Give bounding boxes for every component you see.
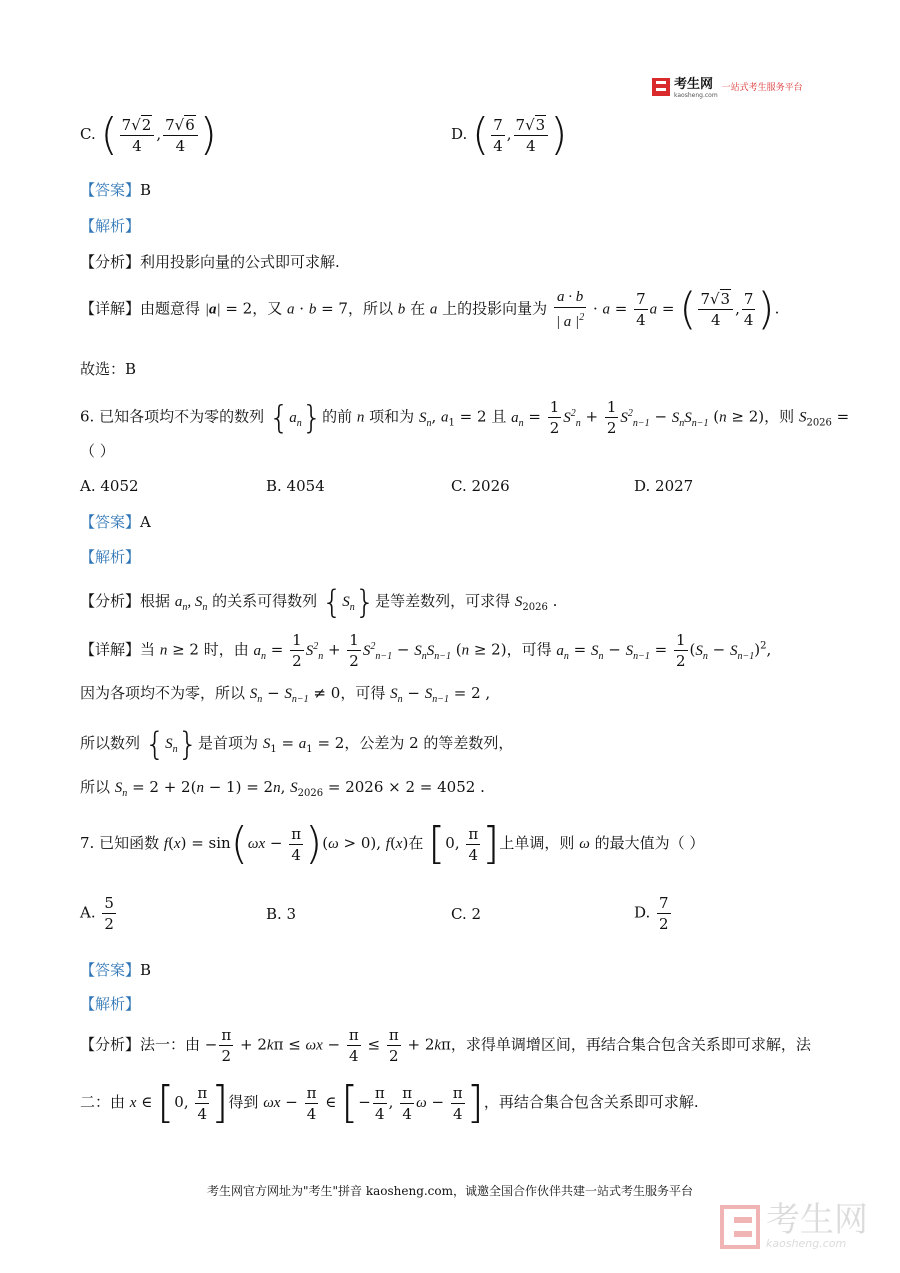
stem-text: 在 <box>408 834 424 852</box>
kaosheng-watermark-icon <box>720 1205 760 1249</box>
q6-detail: 【详解】当 n ≥ 2 时，由 $a_n$ = $\frac{1}{2}$ $S^2_n$ + $\frac{1}{2}$ $S^2_{n-1} - S_nS_{n-1}$ (n ≥ 2)，可得 $a_n = S_n - S_{n-1}$ = $\frac{1}{2}$ $(S_n - S_{n-1})^2$, <box>80 631 772 670</box>
detail-text: 当 <box>140 640 156 659</box>
q6-stem: 6. 已知各项均不为零的数列 $\{a_n\}$的前 n 项和为 $S_n$, $a_1 = 2$ 且 $a_n$ = $\frac{1}{2}$ $S^2_n$ + $\frac{1}{2}$ $S^2_{n-1} - S_nS_{n-1}$ (n ≥ 2)，则 $S_{2026}$ = <box>80 398 850 437</box>
detail-text: ，所以 <box>347 299 393 318</box>
q5-answer <box>80 179 151 200</box>
q6-fenxi: 【分析】根据 $a_n$, $S_n$ 的关系可得数列 $\{S_n\}$是等差数列，可求得 $S_{2026}$ . <box>80 583 558 621</box>
q6-option-b: B. 4054 <box>266 477 325 495</box>
q5-detail: 【详解】由题意得 |a| = 2，又 a · b = 7，所以 b 在 a 上的投影向量为 $\frac{a \cdot b}{| a |^2}$ · a = $\frac{7}{4}$ a = ( $\frac{7√3}{4}$ , $\frac{7}{4}$ ). <box>80 283 780 335</box>
q7-analysis-tag: 【解析】 <box>80 995 141 1013</box>
q7-answer <box>80 959 151 980</box>
fenxi-tag: 【分析】 <box>80 1035 141 1054</box>
fenxi-text: 二：由 <box>80 1093 126 1111</box>
header-logo[interactable] <box>652 74 803 99</box>
fenxi-text: 法一：由 <box>140 1035 201 1054</box>
detail-text: 由题意得 <box>140 299 201 318</box>
q6-option-a: A. 4052 <box>80 477 139 495</box>
stem-text: 的前 <box>322 407 353 426</box>
q7-fenxi-2: 二：由 x ∈ [0, $\frac{\pi}{4}$ ]得到 ωx − $\frac{\pi}{4}$ ∈ [− $\frac{\pi}{4}$ , $\frac{\pi}{4}$ ω − $\frac{\pi}{4}$ ]，再结合集合包含关系即可求解. <box>80 1077 699 1128</box>
detail-text: 所以 <box>80 778 111 796</box>
q6-analysis-tag: 【解析】 <box>80 548 141 566</box>
detail-text: ，可得 <box>340 684 386 702</box>
detail-text: 所以数列 <box>80 734 141 752</box>
detail-text: ，可得 <box>506 640 552 659</box>
fenxi-text: ，求得单调增区间，再结合集合包含关系即可求解，法 <box>450 1035 811 1054</box>
detail-text: 是首项为 <box>198 734 259 752</box>
stem-text: 项和为 <box>369 407 415 426</box>
q6-option-d: D. 2027 <box>634 477 694 495</box>
logo-name: 考生网 <box>674 77 714 92</box>
q7-option-c: C. 2 <box>451 905 482 923</box>
stem-text: 上单调，则 <box>499 834 575 852</box>
option-d-label: D. <box>451 125 468 143</box>
q6-line2: 因为各项均不为零，所以 $S_n - S_{n-1} \ne 0$，可得 $S_n - S_{n-1} = 2$ , <box>80 684 491 705</box>
q7-option-a: A. $\frac{5}{2}$ <box>80 894 114 933</box>
logo-domain: kaosheng.com <box>674 92 718 99</box>
watermark-logo <box>720 1200 868 1250</box>
answer-value: B <box>140 961 152 979</box>
q7-option-d: D. $\frac{7}{2}$ <box>634 894 669 933</box>
stem-text: 7. 已知函数 <box>80 834 160 852</box>
detail-text: 上的投影向量为 <box>442 299 548 318</box>
page-footer: 考生网官方网址为"考生"拼音 kaosheng.com，诚邀全国合作伙伴共建一站式考生服务平台 <box>206 1184 694 1198</box>
q5-option-d: D. ( $\frac{7}{4}$ , $\frac{7√3}{4}$ ) <box>451 109 568 160</box>
fenxi-tag: 【分析】 <box>80 253 141 271</box>
q7-stem: 7. 已知函数 f(x) = sin(ωx − $\frac{\pi}{4}$ )(ω > 0), f(x)在 [0, $\frac{\pi}{4}$ ]上单调，则 ω 的最大值为（ ） <box>80 818 705 869</box>
q5-analysis-tag: 【解析】 <box>80 217 141 235</box>
q5-option-c: C. ( $\frac{7√2}{4}$ , $\frac{7√6}{4}$ ) <box>80 109 217 160</box>
fenxi-text: 得到 <box>228 1093 259 1111</box>
detail-text: 时，由 <box>203 640 249 659</box>
q6-option-c: C. 2026 <box>451 477 510 495</box>
option-a-label: A. <box>80 903 96 922</box>
detail-tag: 【详解】 <box>80 640 141 659</box>
watermark-domain: kaosheng.com <box>766 1237 847 1250</box>
q6-line4: 所以 $S_n = 2 + 2(n - 1) = 2n$, $S_{2026} = 2026 \times 2 = 4052$ . <box>80 778 485 799</box>
stem-text: 6. 已知各项均不为零的数列 <box>80 407 265 426</box>
q5-fenxi <box>80 251 340 272</box>
answer-tag: 【答案】 <box>80 961 141 979</box>
q7-option-b: B. 3 <box>266 905 297 923</box>
stem-text: ，则 <box>764 407 795 426</box>
logo-slogan: 一站式考生服务平台 <box>721 83 803 93</box>
detail-tag: 【详解】 <box>80 299 141 318</box>
watermark-name: 考生网 <box>766 1200 868 1240</box>
detail-text: ，公差为 2 的等差数列， <box>344 734 514 752</box>
fenxi-text: 的关系可得数列 <box>212 592 318 610</box>
stem-text: 且 <box>491 407 507 426</box>
answer-tag: 【答案】 <box>80 181 141 199</box>
q5-choose: 故选：B <box>80 360 137 378</box>
fenxi-text: 利用投影向量的公式即可求解. <box>140 253 340 271</box>
q6-line3: 所以数列 $\{S_n\}$是首项为 $S_1 = a_1 = 2$，公差为 2 的等差数列， <box>80 725 514 763</box>
answer-value: B <box>140 181 152 199</box>
kaosheng-logo-icon <box>652 78 670 96</box>
fenxi-tag: 【分析】 <box>80 592 141 610</box>
option-d-label: D. <box>634 903 651 922</box>
fenxi-text: ，再结合集合包含关系即可求解. <box>483 1093 699 1111</box>
answer-value: A <box>140 513 151 531</box>
detail-text: 在 <box>410 299 426 318</box>
q6-paren: （ ） <box>80 442 115 460</box>
detail-text: ，又 <box>252 299 283 318</box>
q7-fenxi: 【分析】法一：由 − $\frac{\pi}{2}$ + 2kπ ≤ ωx − $\frac{\pi}{4}$ ≤ $\frac{\pi}{2}$ + 2kπ，求得单调增区间，再结合集合包含关系即可求解，法 <box>80 1026 811 1065</box>
stem-text: 的最大值为（ ） <box>594 834 705 852</box>
detail-text: 因为各项均不为零，所以 <box>80 684 246 702</box>
fenxi-text: 是等差数列，可求得 <box>375 592 511 610</box>
fenxi-text: 根据 <box>140 592 171 610</box>
answer-tag: 【答案】 <box>80 513 141 531</box>
option-c-label: C. <box>80 125 96 143</box>
q6-answer <box>80 511 151 532</box>
